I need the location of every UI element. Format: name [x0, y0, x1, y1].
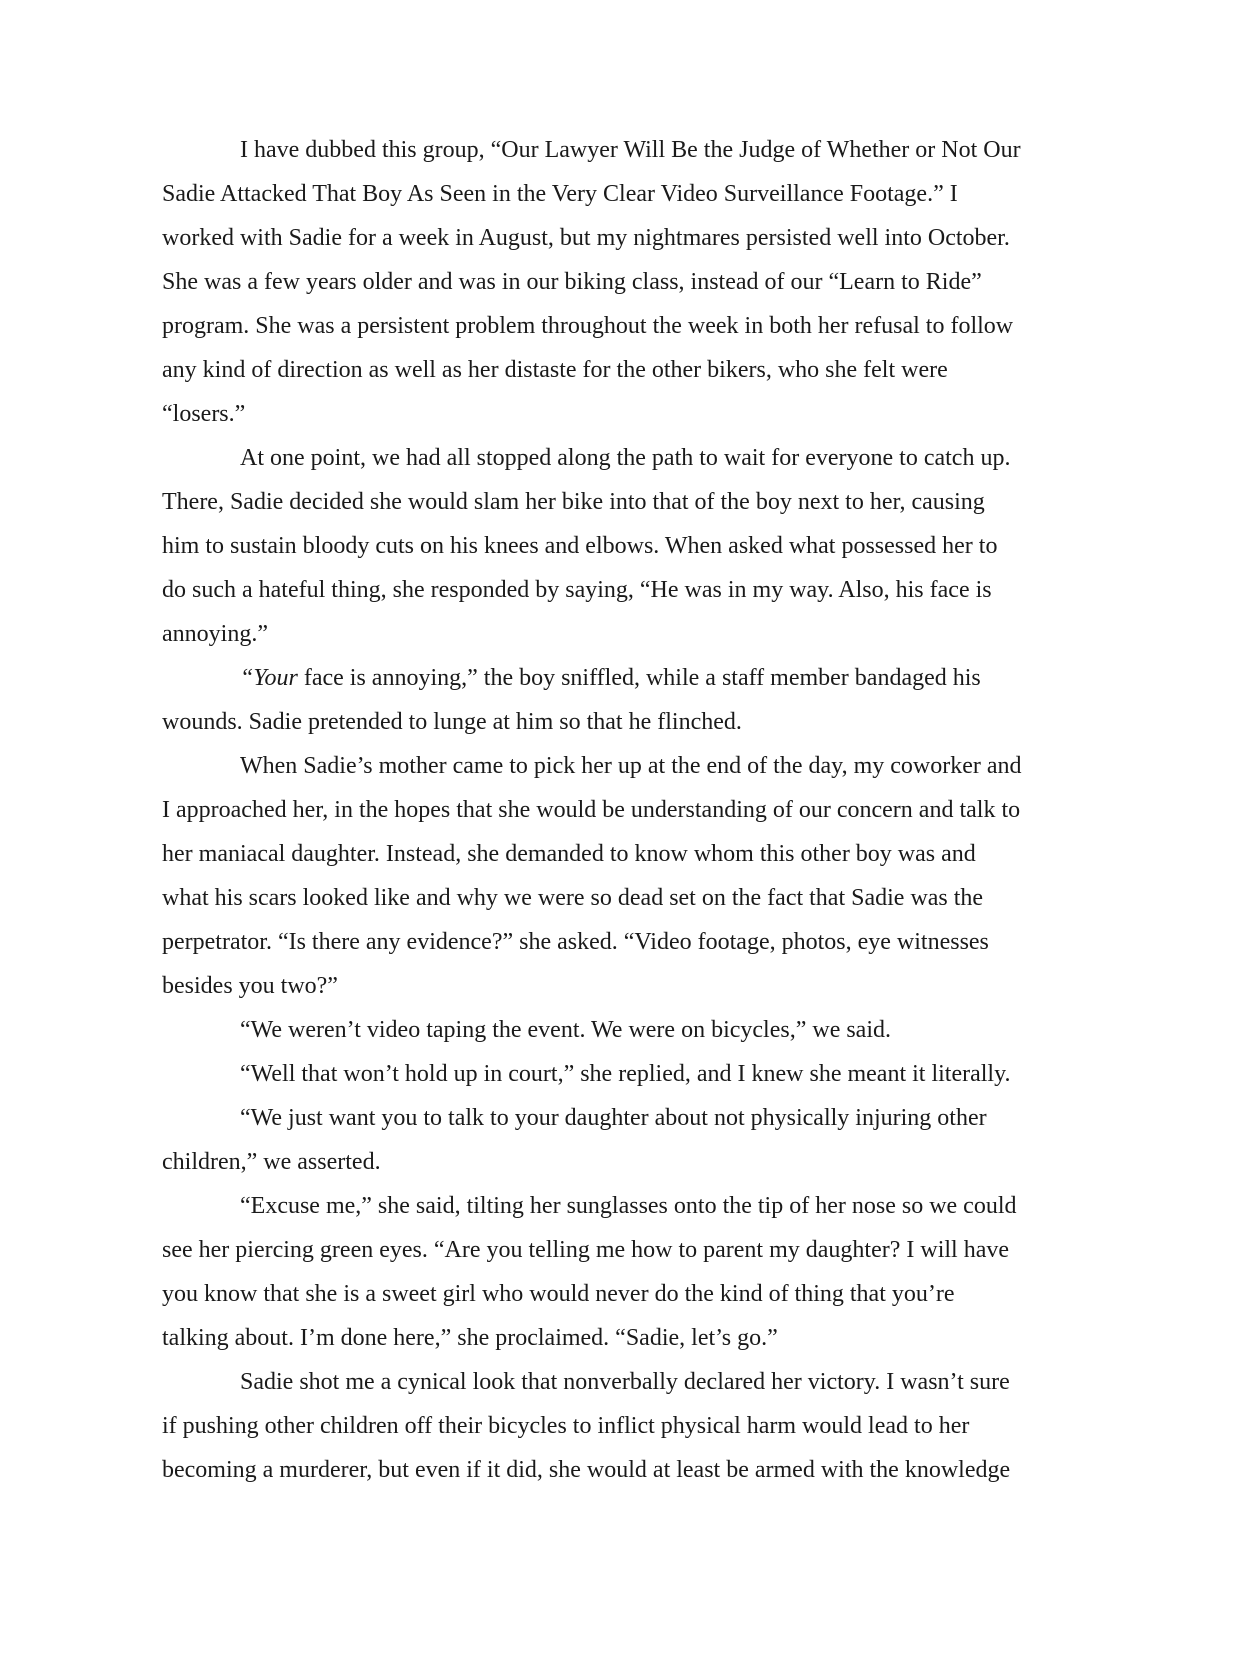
text-line: She was a few years older and was in our biking class, instead of our “Learn to Ride”	[162, 269, 982, 295]
text-line: “losers.”	[162, 401, 246, 427]
text-line: “Well that won’t hold up in court,” she replied, and I knew she meant it literally.	[240, 1061, 1011, 1087]
text-line: talking about. I’m done here,” she proclaimed. “Sadie, let’s go.”	[162, 1325, 778, 1351]
text-line: annoying.”	[162, 621, 268, 647]
text-line: you know that she is a sweet girl who would never do the kind of thing that you’re	[162, 1281, 955, 1307]
text-line: any kind of direction as well as her distaste for the other bikers, who she felt were	[162, 357, 948, 383]
text-line: wounds. Sadie pretended to lunge at him so that he flinched.	[162, 709, 742, 735]
text-line: worked with Sadie for a week in August, but my nightmares persisted well into October.	[162, 225, 1010, 251]
text-line: perpetrator. “Is there any evidence?” she asked. “Video footage, photos, eye witnesses	[162, 929, 989, 955]
text-line: “Excuse me,” she said, tilting her sunglasses onto the tip of her nose so we could	[240, 1193, 1017, 1219]
text-line: “We just want you to talk to your daughter about not physically injuring other	[240, 1105, 987, 1131]
text-line: him to sustain bloody cuts on his knees and elbows. When asked what possessed her to	[162, 533, 998, 559]
text-line: program. She was a persistent problem throughout the week in both her refusal to follow	[162, 313, 1014, 339]
text-line: I have dubbed this group, “Our Lawyer Will Be the Judge of Whether or Not Our	[240, 137, 1021, 163]
text-line: There, Sadie decided she would slam her bike into that of the boy next to her, causing	[162, 489, 985, 515]
text-line: see her piercing green eyes. “Are you telling me how to parent my daughter? I will have	[162, 1237, 1010, 1263]
text-line: becoming a murderer, but even if it did, she would at least be armed with the knowledge	[162, 1457, 1011, 1483]
text-line: besides you two?”	[162, 973, 338, 999]
text-line: if pushing other children off their bicycles to inflict physical harm would lead to her	[162, 1413, 970, 1439]
text-line: I approached her, in the hopes that she would be understanding of our concern and talk to	[162, 797, 1021, 823]
text-line: her maniacal daughter. Instead, she demanded to know whom this other boy was and	[162, 841, 976, 867]
text-line: “We weren’t video taping the event. We were on bicycles,” we said.	[240, 1017, 891, 1043]
text-line-rest: face is annoying,” the boy sniffled, while a staff member bandaged his	[297, 665, 981, 691]
text-line: When Sadie’s mother came to pick her up at the end of the day, my coworker and	[240, 753, 1022, 779]
text-line	[162, 656, 1082, 700]
text-line: Sadie Attacked That Boy As Seen in the Very Clear Video Surveillance Footage.” I	[162, 181, 958, 207]
body-text	[162, 128, 1082, 1492]
italic-emphasis: “Your	[240, 665, 298, 691]
text-line: do such a hateful thing, she responded by saying, “He was in my way. Also, his face is	[162, 577, 992, 603]
text-line: children,” we asserted.	[162, 1149, 381, 1175]
text-line: Sadie shot me a cynical look that nonverbally declared her victory. I wasn’t sure	[240, 1369, 1010, 1395]
text-line: At one point, we had all stopped along the path to wait for everyone to catch up.	[240, 445, 1011, 471]
text-line: what his scars looked like and why we were so dead set on the fact that Sadie was the	[162, 885, 984, 911]
